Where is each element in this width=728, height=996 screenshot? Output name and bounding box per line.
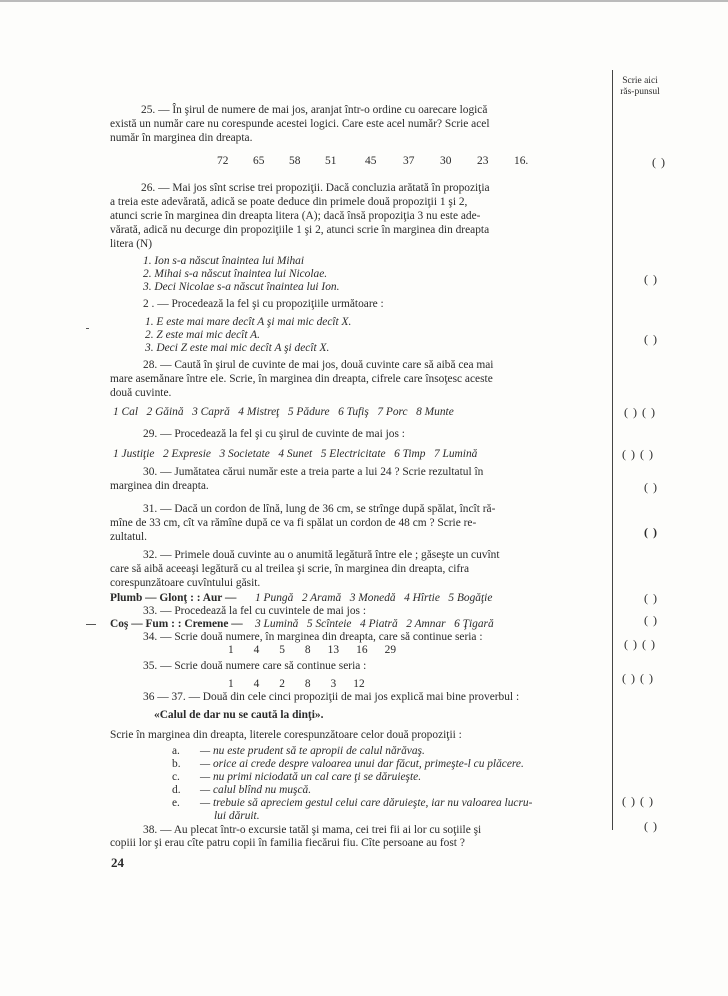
q38-line-2: copiii lor şi erau cîte patru copii în familia fiecărui fiu. Cîte persoane au fost ? bbox=[110, 837, 465, 849]
answer-slot-38[interactable]: ( ) bbox=[644, 819, 658, 833]
q28-line-1: 28. — Caută în şirul de cuvinte de mai jos, două cuvinte care să aibă cea mai bbox=[143, 359, 494, 371]
q25-num: 16. bbox=[514, 155, 529, 167]
q26-line-5: litera (N) bbox=[110, 238, 153, 250]
q36-option-text: — trebuie să apreciem gestul celui care dăruieşte, iar nu valoarea lucru- bbox=[200, 797, 533, 809]
q27-line: 2 . — Procedează la fel şi cu propoziţiile următoare : bbox=[143, 298, 384, 310]
q36-option-text: — orice ai crede despre valoarea unui dar făcut, primeşte-l cu plăcere. bbox=[200, 758, 524, 770]
q29-line: 29. — Procedează la fel şi cu şirul de cuvinte de mai jos : bbox=[143, 428, 405, 440]
q32-line-2: care să aibă aceeaşi legătură cu al treilea şi scrie, în marginea din dreapta, cifra bbox=[110, 563, 470, 575]
q26-item-1: 1. Ion s-a născut înaintea lui Mihai bbox=[143, 255, 305, 267]
q29-word-list: 1 Justiţie 2 Expresie 3 Societate 4 Sunet 5 Electricitate 6 Timp 7 Lumină bbox=[113, 448, 478, 460]
q31-line-1: 31. — Dacă un cordon de lînă, lung de 36 cm, se strînge după spălat, încît ră- bbox=[143, 503, 496, 515]
q36-option-e-continuation: lui dăruit. bbox=[214, 810, 260, 822]
answer-slot-28[interactable]: ( ) ( ) bbox=[624, 405, 656, 419]
answer-slot-36-37[interactable]: ( ) ( ) bbox=[622, 794, 654, 808]
answer-slot-32[interactable]: ( ) bbox=[644, 591, 658, 605]
q31-line-2: mîne de 33 cm, cît va rămîne după ce va fi spălat un cordon de 48 cm ? Scrie re- bbox=[110, 517, 477, 529]
q36-line: 36 — 37. — Două din cele cinci propoziţii de mai jos explică mai bine proverbul : bbox=[143, 691, 520, 703]
margin-mark bbox=[86, 328, 89, 329]
q35-series: 1 4 2 8 3 12 bbox=[228, 678, 365, 690]
q28-line-3: două cuvinte. bbox=[110, 387, 172, 399]
q26-line-2: a treia este adevărată, adică se poate deduce din primele două propoziţii 1 şi 2, bbox=[110, 196, 468, 208]
q33-line: 33. — Procedează la fel cu cuvintele de mai jos : bbox=[143, 605, 366, 617]
q36-option-text: — calul blînd nu muşcă. bbox=[200, 784, 312, 796]
q34-line: 34. — Scrie două numere, în marginea din dreapta, care să continue seria : bbox=[143, 631, 483, 643]
q25-num: 65 bbox=[253, 155, 265, 167]
answer-slot-25[interactable]: ( ) bbox=[652, 155, 666, 169]
answer-slot-29[interactable]: ( ) ( ) bbox=[622, 447, 654, 461]
q36-instruction: Scrie în marginea din dreapta, literele corespunzătoare celor două propoziţii : bbox=[110, 729, 462, 741]
q36-option-letter: e. bbox=[172, 797, 180, 809]
q32-line-1: 32. — Primele două cuvinte au o anumită legătură între ele ; găseşte un cuvînt bbox=[143, 549, 500, 561]
q26-item-3: 3. Deci Nicolae s-a născut înaintea lui Ion. bbox=[143, 281, 340, 293]
q25-num: 37 bbox=[403, 155, 415, 167]
q36-option-letter: a. bbox=[172, 745, 180, 757]
q32-analogy-prompt: Plumb — Glonţ : : Aur — bbox=[110, 592, 237, 604]
q33-analogy-prompt: Coş — Fum : : Cremene — bbox=[110, 618, 243, 630]
q38-line-1: 38. — Au plecat într-o excursie tatăl şi mama, cei trei fii ai lor cu soţiile şi bbox=[143, 824, 482, 836]
q26-line-1: 26. — Mai jos sînt scrise trei propoziţii. Dacă concluzia arătată în propoziţia bbox=[141, 182, 490, 194]
q35-line: 35. — Scrie două numere care să continue seria : bbox=[143, 660, 367, 672]
answer-slot-27[interactable]: ( ) bbox=[644, 332, 658, 346]
q36-option-letter: b. bbox=[172, 758, 181, 770]
answer-slot-26[interactable]: ( ) bbox=[644, 272, 658, 286]
q25-num: 58 bbox=[289, 155, 301, 167]
answer-slot-33[interactable]: ( ) bbox=[644, 613, 658, 627]
q28-word-list: 1 Cal 2 Găină 3 Capră 4 Mistreţ 5 Pădure 6 Tufiş 7 Porc 8 Munte bbox=[113, 406, 454, 418]
q25-num: 23 bbox=[477, 155, 489, 167]
q26-line-3: atunci scrie în marginea din dreapta litera (A); dacă însă propoziţia 3 nu este ade- bbox=[110, 210, 481, 222]
answer-slot-30[interactable]: ( ) bbox=[644, 480, 658, 494]
q25-line-1: 25. — În şirul de numere de mai jos, aranjat într-o ordine cu oarecare logică bbox=[141, 104, 488, 116]
q30-line-2: marginea din dreapta. bbox=[110, 480, 209, 492]
q27-item-1: 1. E este mai mare decît A şi mai mic decît X. bbox=[145, 316, 352, 328]
q32-line-3: corespunzătoare cuvîntului găsit. bbox=[110, 577, 261, 589]
q33-options: 3 Lumină 5 Scînteie 4 Piatră 2 Amnar 6 Ţigară bbox=[255, 618, 494, 630]
answer-column-header: Scrie aici răs-punsul bbox=[620, 76, 660, 97]
answer-slot-31[interactable]: ( ) bbox=[644, 525, 658, 539]
q25-num: 72 bbox=[217, 155, 229, 167]
q25-line-2: există un număr care nu corespunde acestei logici. Care este acel număr? Scrie acel bbox=[110, 118, 490, 130]
q28-line-2: mare asemănare între ele. Scrie, în marginea din dreapta, cifrele care însoţesc aceste bbox=[110, 373, 493, 385]
q31-line-3: zultatul. bbox=[110, 531, 148, 543]
q36-option-letter: c. bbox=[172, 771, 180, 783]
q36-option-letter: d. bbox=[172, 784, 181, 796]
page-number: 24 bbox=[111, 855, 124, 870]
q27-item-2: 2. Z este mai mic decît A. bbox=[145, 329, 260, 341]
q25-num: 30 bbox=[440, 155, 452, 167]
q25-num: 45 bbox=[365, 155, 377, 167]
q27-item-3: 3. Deci Z este mai mic decît A şi decît X. bbox=[145, 342, 330, 354]
q36-proverb: «Calul de dar nu se caută la dinţi». bbox=[154, 709, 324, 721]
q30-line-1: 30. — Jumătatea cărui număr este a treia parte a lui 24 ? Scrie rezultatul în bbox=[143, 466, 484, 478]
answer-slot-34[interactable]: ( ) ( ) bbox=[624, 637, 656, 651]
q34-series: 1 4 5 8 13 16 29 bbox=[228, 644, 397, 656]
q25-line-3: număr în marginea din dreapta. bbox=[110, 132, 253, 144]
scan-edge bbox=[0, 0, 728, 2]
q36-option-text: — nu primi niciodată un cal care ţi se dăruieşte. bbox=[200, 771, 422, 783]
q25-num: 51 bbox=[325, 155, 337, 167]
margin-mark bbox=[86, 624, 96, 625]
q32-options: 1 Pungă 2 Aramă 3 Monedă 4 Hîrtie 5 Bogăţie bbox=[255, 592, 493, 604]
q36-option-text: — nu este prudent să te apropii de calul nărăvaş. bbox=[200, 745, 425, 757]
q26-line-4: vărată, adică nu decurge din propoziţiile 1 şi 2, atunci scrie în marginea din dreapta bbox=[110, 224, 490, 236]
q26-item-2: 2. Mihai s-a născut înaintea lui Nicolae. bbox=[143, 268, 328, 280]
answer-slot-35[interactable]: ( ) ( ) bbox=[622, 671, 654, 685]
margin-rule bbox=[612, 70, 613, 830]
